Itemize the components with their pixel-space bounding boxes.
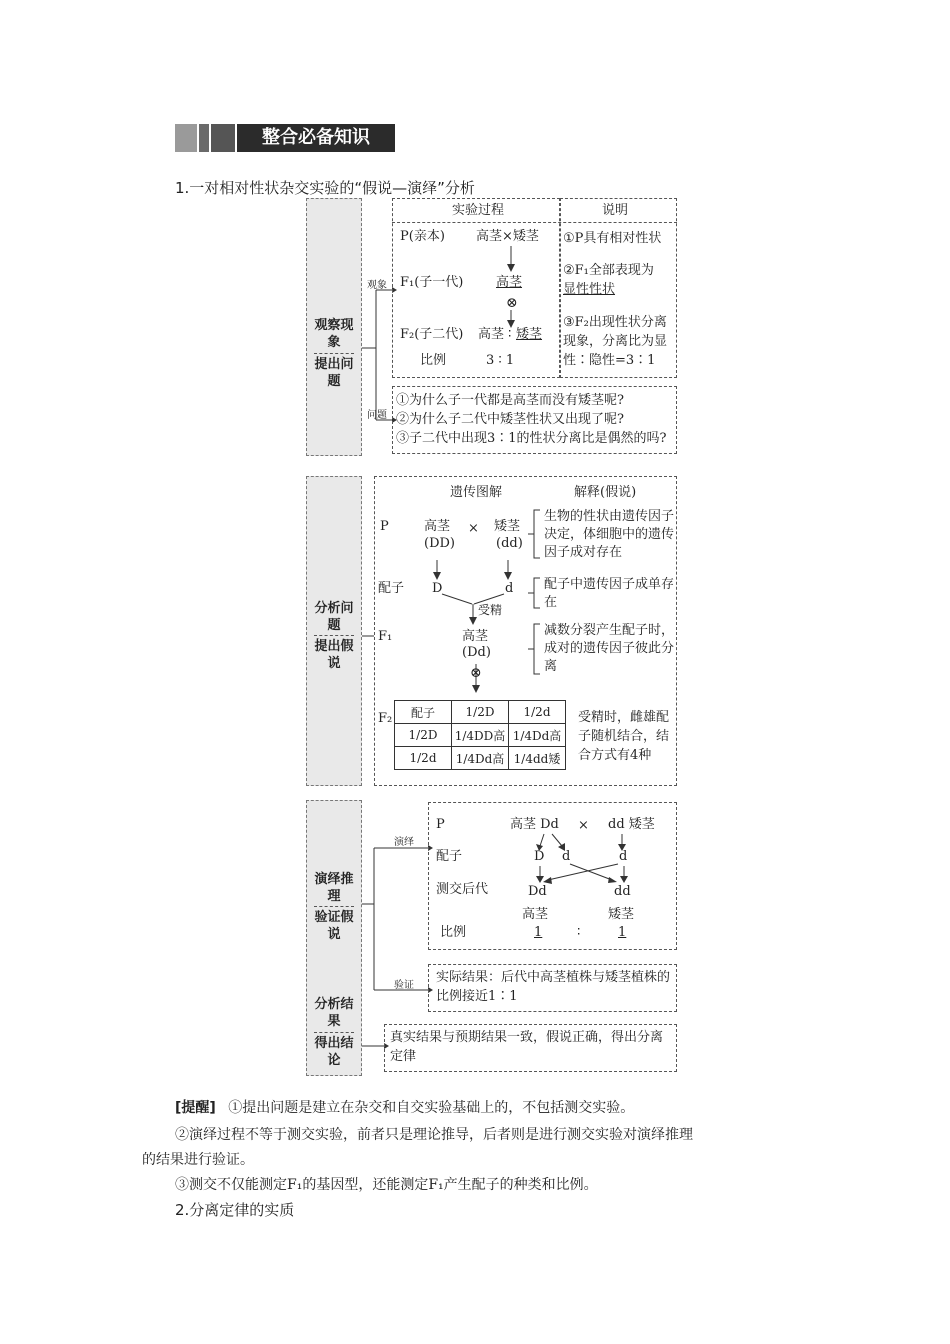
stage2-label-analyze: 分析问题 — [314, 601, 354, 633]
hypothesis-2: 配子中遗传因子成单存在 — [544, 577, 675, 610]
branch-question-label: 问题 — [367, 410, 387, 421]
table-cell: 1/2d — [509, 701, 566, 724]
table-cell: 1/2D — [452, 701, 509, 724]
explain-2a: ②F₁全部表现为 — [563, 263, 654, 278]
tip-2b: 的结果进行验证。 — [142, 1152, 254, 1168]
ratio-sep: ∶ — [577, 925, 581, 940]
gamete-D: D — [432, 581, 443, 596]
explain-3a: ③F₂出现性状分离 — [563, 315, 667, 330]
cross-symbol: × — [468, 521, 479, 536]
table-cell: 1/4DD高 — [452, 724, 509, 747]
stage3-label-conclude: 得出结论 — [314, 1036, 354, 1068]
f2-label: F₂ — [378, 711, 393, 726]
tall-parent: 高茎 — [424, 519, 451, 534]
gamete-label: 配子 — [378, 581, 405, 596]
stage1-label-observe: 观察现象 — [314, 318, 354, 350]
tall-genotype: (DD) — [424, 536, 455, 551]
ratio-label: 比例 — [420, 353, 447, 368]
short-parent: 矮茎 — [494, 519, 521, 534]
tip-line-1 — [175, 1098, 634, 1118]
p-label: P(亲本) — [400, 229, 445, 244]
verify-result: 实际结果：后代中高茎植株与矮茎植株的比例接近1∶1 — [436, 970, 671, 1004]
f1-value: 高茎 — [496, 275, 523, 290]
cross-symbol: × — [578, 818, 589, 833]
header-badge: 整合必备知识 — [237, 124, 395, 152]
hypothesis-3: 减数分裂产生配子时，成对的遗传因子彼此分离 — [544, 623, 675, 674]
offspring-dd: dd — [614, 884, 631, 899]
p-short: dd 矮茎 — [608, 817, 655, 832]
gamete-label: 配子 — [436, 849, 463, 864]
ratio-label: 比例 — [440, 925, 467, 940]
branch-deduce-label: 演绎 — [394, 837, 414, 848]
gamete-d: d — [562, 849, 571, 864]
ratio-b: 1 — [618, 925, 627, 940]
col-hypothesis-header: 解释(假说) — [574, 485, 637, 500]
f1-label: F₁(子一代) — [400, 275, 464, 290]
short-genotype: (dd) — [496, 536, 523, 551]
tip-1: ①提出问题是建立在杂交和自交实验基础上的，不包括测交实验。 — [228, 1100, 635, 1116]
stage3-label-deduce: 演绎推理 — [314, 872, 354, 904]
p-label: P — [380, 519, 389, 534]
gamete-D: D — [534, 849, 545, 864]
col-explain-header: 说明 — [602, 203, 629, 218]
table-cell: 配子 — [395, 701, 452, 724]
tip-label: [提醒] — [175, 1100, 216, 1116]
question-1: ①为什么子一代都是高茎而没有矮茎呢? — [396, 393, 624, 408]
offspring-label: 测交后代 — [436, 882, 489, 897]
f2-label: F₂(子二代) — [400, 327, 464, 342]
section-title: 2.分离定律的实质 — [175, 1201, 295, 1219]
p-cross: 高茎×矮茎 — [476, 229, 539, 244]
col-diagram-header: 遗传图解 — [450, 485, 503, 500]
gamete-d: d — [505, 581, 514, 596]
f2-sep: ∶ — [508, 327, 512, 342]
explain-2b: 显性性状 — [563, 282, 616, 297]
explain-1: ①P具有相对性状 — [563, 231, 662, 246]
p-label: P — [436, 817, 445, 832]
offspring-Dd: Dd — [528, 884, 547, 899]
tip-2a: ②演绎过程不等于测交实验，前者只是理论推导，后者则是进行测交实验对演绎推理 — [175, 1127, 693, 1143]
stage3-label-analyze: 分析结果 — [314, 997, 354, 1029]
stage1-label-question: 提出问题 — [314, 357, 354, 389]
hypothesis-1: 生物的性状由遗传因子决定，体细胞中的遗传因子成对存在 — [544, 509, 675, 560]
ratio-a: 1 — [534, 925, 543, 940]
table-cell: 1/4Dd高 — [452, 747, 509, 770]
f1-phenotype: 高茎 — [462, 629, 489, 644]
self-cross-icon: ⊗ — [470, 665, 482, 681]
self-cross-icon: ⊗ — [506, 295, 518, 311]
table-cell: 1/2d — [395, 747, 452, 770]
question-3: ③子二代中出现3∶1的性状分离比是偶然的吗? — [396, 431, 667, 446]
p-tall: 高茎 Dd — [510, 817, 559, 832]
f1-genotype: (Dd) — [462, 645, 491, 660]
table-cell: 1/4dd矮 — [509, 747, 566, 770]
fertilize-label: 受精 — [478, 603, 503, 617]
ratio-value: 3 ∶ 1 — [486, 353, 515, 368]
branch-verify-label: 验证 — [394, 980, 414, 991]
explain-3b: 现象，分离比为显 — [563, 334, 668, 349]
offspring-short: 矮茎 — [608, 907, 635, 922]
col-process-header: 实验过程 — [452, 203, 505, 218]
f2-value-short: 矮茎 — [516, 327, 543, 342]
conclusion-text: 真实结果与预期结果一致，假说正确，得出分离定律 — [390, 1030, 664, 1064]
explain-3c: 性∶隐性=3∶1 — [563, 353, 656, 368]
hypothesis-4: 受精时，雌雄配子随机结合，结合方式有4种 — [578, 710, 670, 763]
gamete-d: d — [619, 849, 628, 864]
table-cell: 1/2D — [395, 724, 452, 747]
tip-3: ③测交不仅能测定F₁的基因型，还能测定F₁产生配子的种类和比例。 — [175, 1177, 598, 1193]
section-title: 1.一对相对性状杂交实验的“假说—演绎”分析 — [175, 179, 475, 197]
branch-observe-label: 观象 — [367, 280, 387, 291]
f1-label: F₁ — [378, 629, 393, 644]
stage3-label-verify: 验证假说 — [314, 910, 354, 942]
stage2-label-hypothesis: 提出假说 — [314, 639, 354, 671]
table-cell: 1/4Dd高 — [509, 724, 566, 747]
question-2: ②为什么子二代中矮茎性状又出现了呢? — [396, 412, 624, 427]
f2-value-tall: 高茎 — [478, 327, 505, 342]
offspring-tall: 高茎 — [522, 907, 549, 922]
